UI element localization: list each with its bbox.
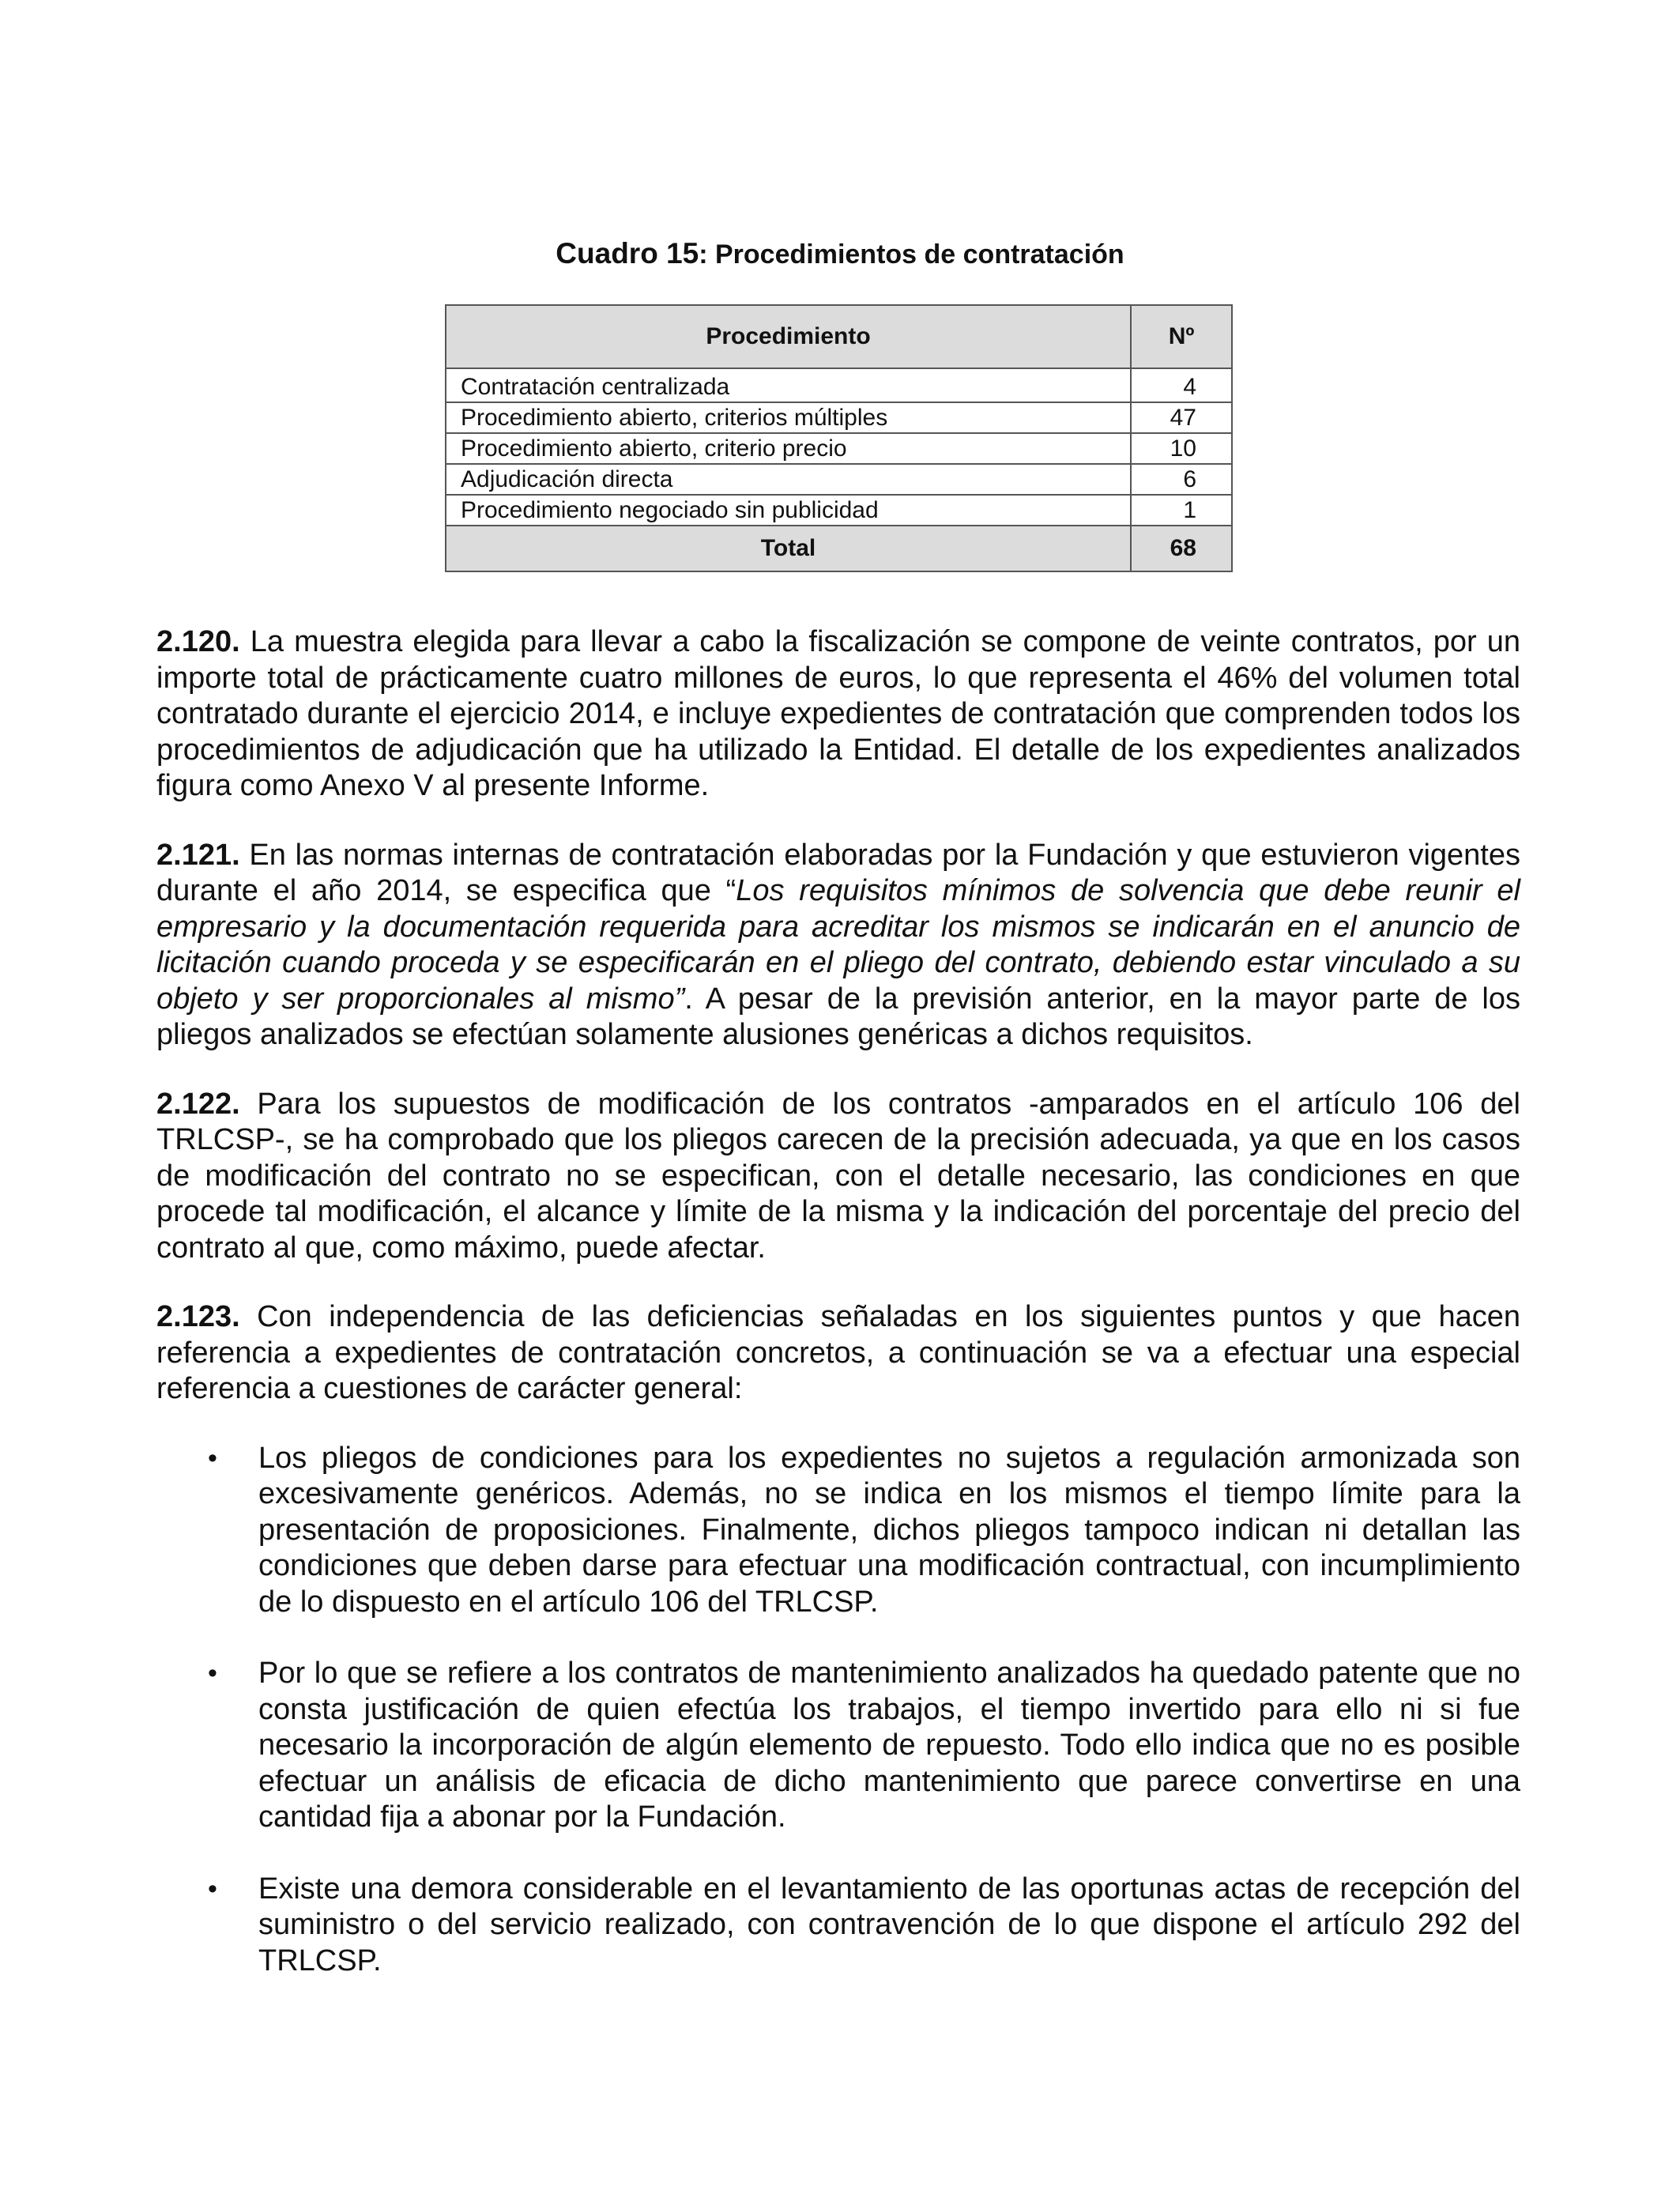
row-value: 10: [1131, 433, 1232, 464]
header-procedimiento: Procedimiento: [446, 305, 1131, 368]
caption-title: Cuadro 15: [556, 237, 699, 270]
paragraph-number: 2.122.: [156, 1087, 240, 1121]
paragraph-number: 2.121.: [156, 838, 240, 872]
list-item: [156, 1872, 1520, 1980]
paragraph-2-121: [156, 838, 1520, 1054]
list-item-text: Los pliegos de condiciones para los expedientes no sujetos a regulación armonizada son excesivamente genéricos. Además, no se indica en los mismos el tiempo límite para la presentación de proposiciones. Finalmente, dichos pliegos tampoco indican ni detallan las condiciones que deben darse para efectuar una modificación contractual, con incumplimiento de lo dispuesto en el artículo 106 del TRLCSP.: [258, 1441, 1520, 1619]
bullet-icon: •: [208, 1873, 217, 1904]
total-value: 68: [1131, 526, 1232, 571]
paragraph-2-120: [156, 624, 1520, 805]
paragraph-text: La muestra elegida para llevar a cabo la fiscalización se compone de veinte contratos, por un importe total de prácticamente cuatro millones de euros, lo que representa el 46% del volumen total contratado durante el ejercicio 2014, e incluye expedientes de contratación que comprenden todos los procedimientos de adjudicación que ha utilizado la Entidad. El detalle de los expedientes analizados figura como Anexo V al presente Informe.: [156, 625, 1520, 802]
list-item-text: Existe una demora considerable en el levantamiento de las oportunas actas de recepción del suministro o del servicio realizado, con contravención de lo que dispone el artículo 292 del TRLCSP.: [258, 1872, 1520, 1977]
header-numero: Nº: [1131, 305, 1232, 368]
caption-subtitle: : Procedimientos de contratación: [699, 239, 1124, 270]
paragraph-2-123: [156, 1299, 1520, 1408]
bullet-icon: •: [208, 1658, 217, 1688]
row-label: Contratación centralizada: [446, 368, 1131, 402]
table-caption: [0, 234, 1680, 274]
paragraph-quote: Los requisitos mínimos de solvencia que debe reunir el empresario y la documentación requerida para acreditar los mismos se indicarán en el anuncio de licitación cuando proceda y se especificarán en el pliego del contrato, debiendo estar vinculado a su objeto y ser proporcionales al mismo”: [156, 874, 1520, 1016]
list-item-text: Por lo que se refiere a los contratos de mantenimiento analizados ha quedado patente que no consta justificación de quien efectúa los trabajos, el tiempo invertido para ello ni si fue necesario la incorporación de algún elemento de repuesto. Todo ello indica que no es posible efectuar un análisis de eficacia de dicho mantenimiento que parece convertirse en una cantidad fija a abonar por la Fundación.: [258, 1657, 1520, 1834]
bullet-list: [156, 1441, 1520, 1980]
row-value: 4: [1131, 368, 1232, 402]
row-value: 47: [1131, 402, 1232, 433]
paragraph-text: Para los supuestos de modificación de los contratos -amparados en el artículo 106 del TRLCSP-, se ha comprobado que los pliegos carecen de la precisión adecuada, ya que en los casos de modificación del contrato no se especifican, con el detalle necesario, las condiciones en que procede tal modificación, el alcance y límite de la misma y la indicación del porcentaje del precio del contrato al que, como máximo, puede afectar.: [156, 1087, 1520, 1265]
table-header-row: [446, 305, 1232, 368]
table-total-row: [446, 526, 1232, 571]
table-row: [446, 402, 1232, 433]
row-label: Procedimiento negociado sin publicidad: [446, 495, 1131, 526]
table-row: [446, 433, 1232, 464]
row-label: Adjudicación directa: [446, 464, 1131, 495]
table-row: [446, 464, 1232, 495]
paragraph-number: 2.123.: [156, 1300, 240, 1333]
body-text: [156, 624, 1520, 2015]
paragraph-text: Con independencia de las deficiencias señaladas en los siguientes puntos y que hacen referencia a expedientes de contratación concretos, a continuación se va a efectuar una especial referencia a cuestiones de carácter general:: [156, 1300, 1520, 1405]
paragraph-number: 2.120.: [156, 625, 240, 658]
paragraph-2-122: [156, 1087, 1520, 1267]
row-label: Procedimiento abierto, criterios múltiples: [446, 402, 1131, 433]
paragraph-text: En las normas internas de contratación elaboradas por la Fundación y que estuvieron vigentes durante el año 2014, se especifica que “: [156, 838, 1520, 907]
list-item: [156, 1441, 1520, 1621]
total-label: Total: [446, 526, 1131, 571]
row-label: Procedimiento abierto, criterio precio: [446, 433, 1131, 464]
bullet-icon: •: [208, 1442, 217, 1473]
table-row: [446, 368, 1232, 402]
table-row: [446, 495, 1232, 526]
list-item: [156, 1656, 1520, 1836]
row-value: 1: [1131, 495, 1232, 526]
procedures-table: [445, 304, 1233, 572]
row-value: 6: [1131, 464, 1232, 495]
paragraph-text: . A pesar de la previsión anterior, en la mayor parte de los pliegos analizados se efectúan solamente alusiones genéricas a dichos requisitos.: [156, 982, 1520, 1051]
